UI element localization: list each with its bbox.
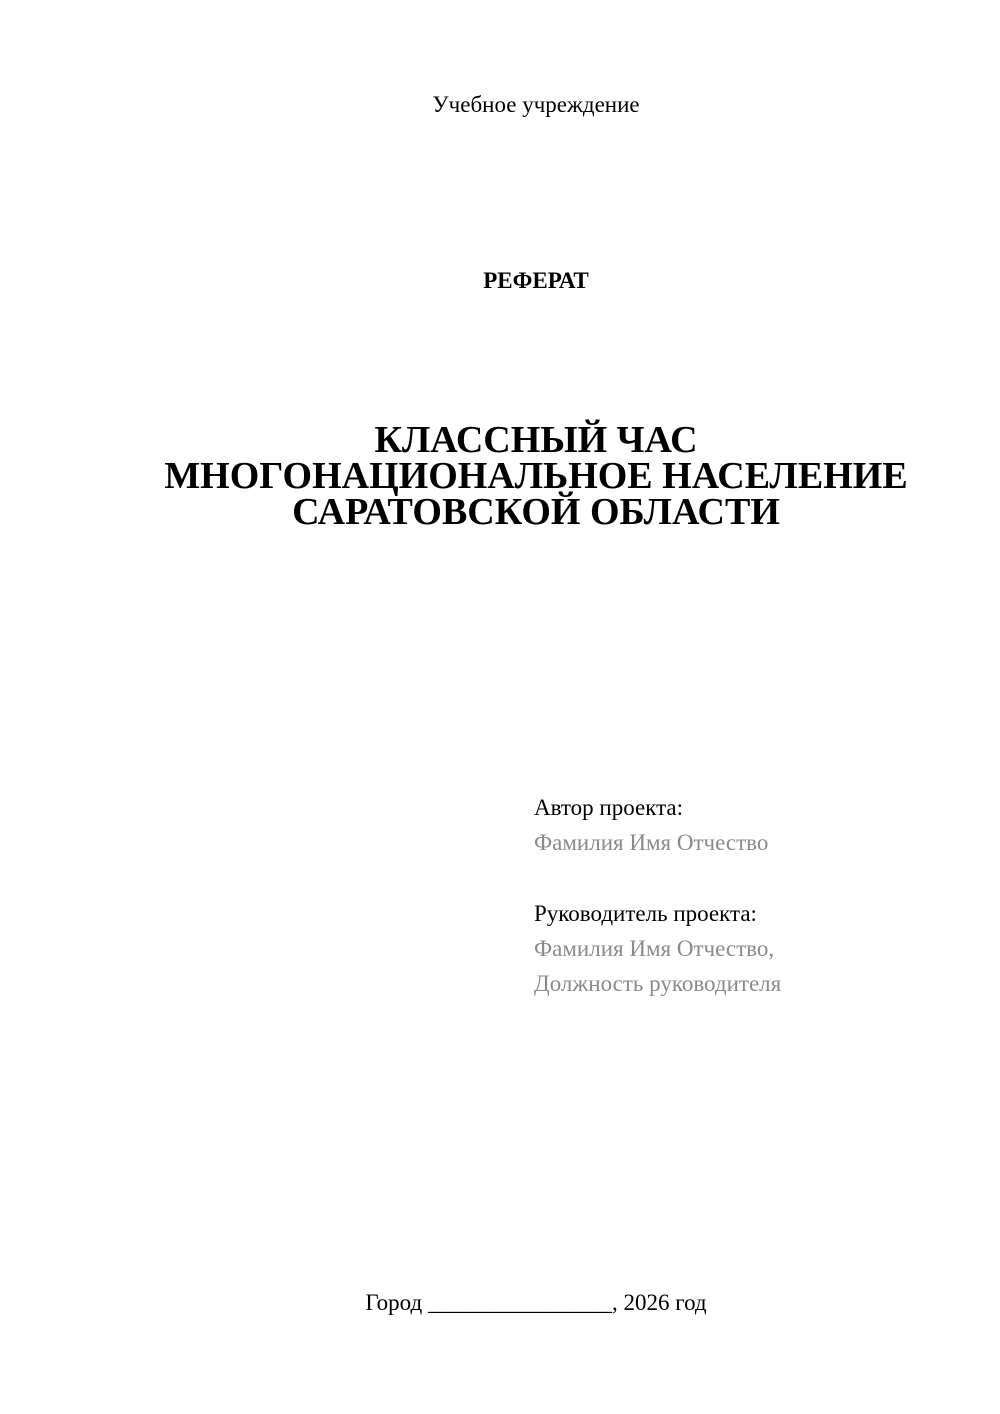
title-line-2: МНОГОНАЦИОНАЛЬНОЕ НАСЕЛЕНИЕ: [164, 455, 908, 497]
title-line-1: КЛАССНЫЙ ЧАС: [374, 419, 698, 461]
supervisor-position: Должность руководителя: [534, 971, 782, 996]
project-info: [534, 790, 781, 1001]
supervisor-name: Фамилия Имя Отчество,: [534, 936, 775, 961]
document-type: РЕФЕРАТ: [483, 268, 589, 293]
institution-name: Учебное учреждение: [432, 92, 640, 117]
author-label: Автор проекта:: [534, 795, 683, 820]
author-name: Фамилия Имя Отчество: [534, 830, 769, 855]
document-title: [0, 419, 1000, 533]
title-line-3: САРАТОВСКОЙ ОБЛАСТИ: [292, 491, 780, 533]
city-year: Город ________________, 2026 год: [365, 1290, 707, 1315]
spacer: [534, 860, 781, 896]
supervisor-label: Руководитель проекта:: [534, 901, 757, 926]
